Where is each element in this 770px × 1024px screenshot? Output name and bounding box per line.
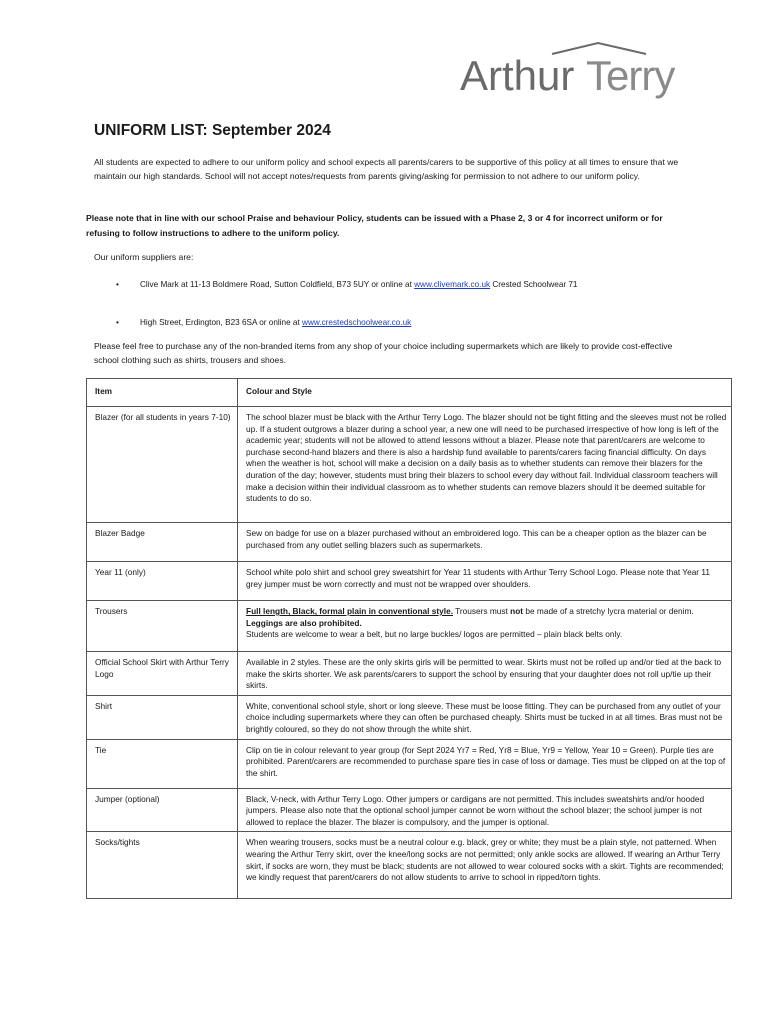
row-item: Official School Skirt with Arthur Terry Logo [87, 652, 238, 696]
table-row [87, 407, 732, 523]
closing-paragraph: Please feel free to purchase any of the non-branded items from any shop of your choice including supermarkets which are likely to provide cost-effective school clothing such as shirts, trousers and shoes. [94, 341, 673, 366]
row-description: Available in 2 styles. These are the only skirts girls will be permitted to wear. Skirts must not be rolled up and/or tied at the back to make the skirts shorter. We ask parents/carers to support the school by ensuring that your daughter does not roll up/tie up their skirts. [238, 652, 732, 696]
belt-text: Students are welcome to wear a belt, but no large buckles/ logos are permitted – plain black belts only. [246, 629, 623, 640]
trousers-not-text: not [510, 606, 524, 616]
table-row [87, 523, 732, 562]
page-title: UNIFORM LIST: September 2024 [94, 122, 331, 139]
header-item: Item [87, 379, 238, 407]
row-item: Jumper (optional) [87, 788, 238, 832]
table-row [87, 695, 732, 739]
intro-paragraph: All students are expected to adhere to our uniform policy and school expects all parents/carers to be supportive of this policy at all times to ensure that we maintain our high standards. School will not accept notes/requests from parents giving/asking for permission to not adhere to our uniform policy. [94, 157, 679, 181]
supplier-link-crestedschoolwear[interactable]: www.crestedschoolwear.co.uk [302, 318, 412, 327]
table-row [87, 832, 732, 899]
row-item: Tie [87, 739, 238, 788]
row-description [238, 601, 732, 652]
supplier-link-clivemark[interactable]: www.clivemark.co.uk [414, 280, 491, 289]
row-item: Shirt [87, 695, 238, 739]
table-row [87, 739, 732, 788]
supplier-text: High Street, Erdington, B23 6SA or online at [140, 318, 303, 327]
uniform-table [86, 378, 732, 899]
row-description: School white polo shirt and school grey sweatshirt for Year 11 students with Arthur Terry School Logo. Please note that Year 11 grey jumper must be worn correctly and must not be wrapped over shoulders. [238, 562, 732, 601]
table-row [87, 601, 732, 652]
row-item: Year 11 (only) [87, 562, 238, 601]
row-description: Clip on tie in colour relevant to year group (for Sept 2024 Yr7 = Red, Yr8 = Blue, Yr9 = Yellow, Year 10 = Green). Purple ties are prohibited. Parent/carers are recommended to purchase spare ties in case of loss or damage. Ties must be clipped on at the top of the shirt. [238, 739, 732, 788]
supplier-text: Clive Mark at 11-13 Boldmere Road, Sutton Coldfield, B73 5UY or online at [140, 280, 415, 289]
trousers-style-text: Full length, Black, formal plain in conventional style. [246, 606, 453, 616]
header-colour-style: Colour and Style [238, 379, 732, 407]
table-header-row [87, 379, 732, 407]
bullet: • [116, 318, 119, 327]
row-item: Socks/tights [87, 832, 238, 899]
row-item: Blazer (for all students in years 7-10) [87, 407, 238, 523]
row-description: White, conventional school style, short or long sleeve. These must be loose fitting. They can be purchased from any outlet of your choice including supermarkets where they can often be purchased cheaply. Shirts must be tucked in at all times. Bras must not be brightly coloured, so they do not show through the white shirt. [238, 695, 732, 739]
supplier-text-after: Crested Schoolwear 71 [490, 280, 578, 289]
trousers-text: Trousers must [453, 606, 511, 616]
suppliers-intro: Our uniform suppliers are: [94, 252, 194, 262]
row-description: When wearing trousers, socks must be a neutral colour e.g. black, grey or white; they must be a plain style, not patterned. When wearing the Arthur Terry skirt, over the knee/long socks are not permitted; only ankle socks are allowed. If wearing an Arthur Terry skirt, if socks are worn, they must be black; students are not allowed to wear coloured socks with a skirt. Tights are recommended; we kindly request that parent/carers do not allow students to arrive to school in ripped/torn tights. [238, 832, 732, 899]
leggings-text: Leggings are also prohibited. [246, 617, 362, 628]
logo-graphic [460, 40, 682, 106]
supplier-item [116, 318, 411, 327]
row-item: Trousers [87, 601, 238, 652]
table-row [87, 562, 732, 601]
supplier-item [116, 280, 578, 289]
policy-notice: Please note that in line with our school Praise and behaviour Policy, students can be issued with a Phase 2, 3 or 4 for incorrect uniform or for refusing to follow instructions to adhere to the uniform policy. [86, 213, 663, 239]
row-item: Blazer Badge [87, 523, 238, 562]
table-row [87, 788, 732, 832]
row-description: The school blazer must be black with the Arthur Terry Logo. The blazer should not be tight fitting and the sleeves must not be rolled up. If a student outgrows a blazer during a school year, a new one will need to be purchased irrespective of how long is left of the academic year; students will not be allowed to attend lessons without a blazer. Please note that parent/carers are welcome to purchase second-hand blazers and there is also a hardship fund available to parents/carers facing financial difficulty. On days when the weather is hot, school will make a decision on a daily basis as to whether students can remove their blazers for the duration of the day; however, students must bring their blazers to school every day without fail. Individual classroom teachers will make a decision within their individual classroom as to whether students can remove blazers should it be deemed suitable for students to do so. [238, 407, 732, 523]
row-description: Sew on badge for use on a blazer purchased without an embroidered logo. This can be a cheaper option as the blazer can be purchased from any outlet selling blazers such as supermarkets. [238, 523, 732, 562]
school-logo [460, 40, 682, 106]
logo-text-main: Arthur [460, 52, 575, 99]
logo-text-light: Terry [586, 52, 675, 99]
row-description: Black, V-neck, with Arthur Terry Logo. Other jumpers or cardigans are not permitted. This includes sweatshirts and/or hooded jumpers. Please also note that the optional school jumper cannot be worn without the school blazer; the school jumper is not allowed to replace the blazer. The blazer is compulsory, and the jumper is optional. [238, 788, 732, 832]
trousers-text-b: be made of a stretchy lycra material or denim. [523, 606, 694, 616]
table-row [87, 652, 732, 696]
bullet: • [116, 280, 119, 289]
